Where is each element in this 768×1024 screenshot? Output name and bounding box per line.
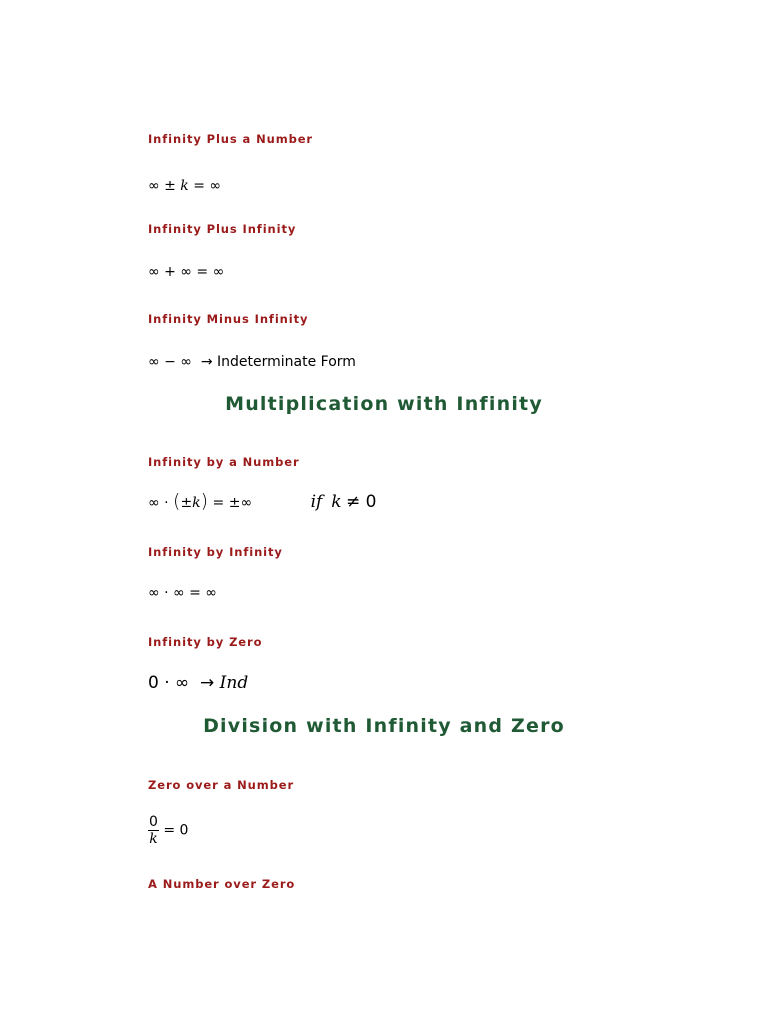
heading-multiplication: Multiplication with Infinity	[225, 393, 543, 415]
formula-infinity-by-infinity: ∞ · ∞ = ∞	[148, 585, 217, 601]
formula-zero-over-number: $\frac{0}{k}$ = 0	[149, 814, 189, 847]
label-infinity-minus-infinity: Infinity Minus Infinity	[148, 312, 309, 326]
formula-infinity-by-zero: 0 · ∞ → Ind	[148, 673, 249, 693]
label-infinity-plus-infinity: Infinity Plus Infinity	[148, 222, 297, 236]
label-number-over-zero: A Number over Zero	[148, 877, 296, 891]
formula-infinity-by-number: ∞ · (±k) = ±∞ if k ≠ 0	[148, 490, 377, 512]
label-infinity-by-zero: Infinity by Zero	[148, 635, 263, 649]
label-infinity-plus-number: Infinity Plus a Number	[148, 132, 314, 146]
formula-infinity-plus-number: ∞ ± k = ∞	[148, 178, 222, 194]
formula-infinity-minus-infinity: ∞ − ∞ → Indeterminate Form	[148, 354, 356, 370]
label-infinity-by-infinity: Infinity by Infinity	[148, 545, 283, 559]
label-zero-over-number: Zero over a Number	[148, 778, 295, 792]
formula-infinity-plus-infinity: ∞ + ∞ = ∞	[148, 264, 225, 280]
label-infinity-by-number: Infinity by a Number	[148, 455, 300, 469]
heading-division: Division with Infinity and Zero	[203, 715, 565, 737]
